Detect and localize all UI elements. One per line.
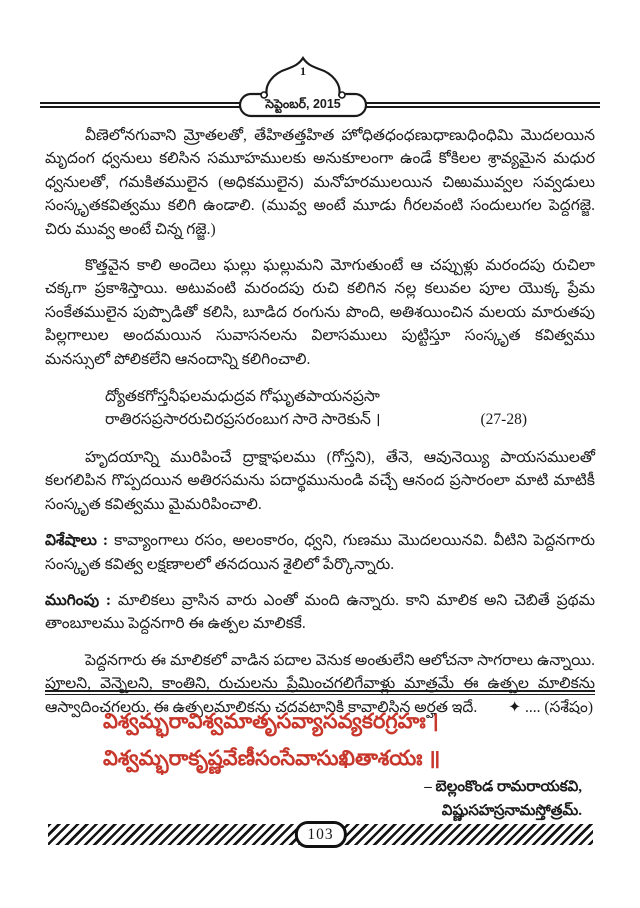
telugu-verse xyxy=(105,385,595,432)
quote-attribution xyxy=(424,775,582,823)
verse-line-1: ద్యోతకగోస్తనీఫలమధుద్రవ గోఘృతపాయనప్రసా xyxy=(105,388,380,406)
page-number-badge: 103 xyxy=(294,821,346,848)
section-divider-rule xyxy=(45,690,595,695)
mugimpu-label: ముగింపు : xyxy=(45,591,112,609)
quote-line-1: విశ్వమ్భరావిశ్వమాతృసవ్యాసవ్యకరగ్రహః । xyxy=(103,709,439,733)
paragraph-1: వీణెలోనగువాని మ్రోతలతో, తేహితత్తహిత హోధితధంధణుధాణుధింధిమి మొదలయిన మృదంగ ధ్వనులు కలిసిన సమూహములకు అనుకూలంగా ఉండే కోకిలల శ్రావ్యమైన మధుర ధ్వనులతో, గమకితములైన (అధికములైన) మనోహరములయిన చిఱుమువ్వల సవ్వడులు సంస్కృతకవిత్వము కలిగి ఉండాలి. (మువ్వ అంటే మూడు గీరలవంటి సందులుగల పెద్దగజ్జె. చిరు మువ్వ అంటే చిన్న గజ్జె.) xyxy=(45,127,595,238)
paragraph-visheshalu xyxy=(45,529,595,576)
verse-number: (27-28) xyxy=(480,411,527,429)
continuation-marker: ✦ .... (సశేషం) xyxy=(508,698,593,716)
paragraph-4-text: పెద్దనగారు ఈ మాలికలో వాడిన పదాల వెనుక అంతులేని ఆలోచనా సాగరాలు ఉన్నాయి. పూలని, వెన్నెలని, కాంతిని, రుచులను ప్రేమించగలిగేవాళ్లు మాత్రమే ఈ ఉత్పల మాలికను ఆస్వాదించగలరు. ఈ ఉత్పలమాలికను చదవటానికి కావాలిసిన అర్హత ఇదే. xyxy=(45,651,595,716)
sanskrit-quote xyxy=(45,703,595,777)
attribution-source: విష్ణుసహస్రనామస్తోత్రమ్. xyxy=(441,803,582,819)
mugimpu-text: మాలికలు వ్రాసిన వారు ఎంతో మంది ఉన్నారు. కాని మాలిక అని చెబితే ప్రథమ తాంబూలము పెద్దనగారి ఈ ఉత్పల మాలికకే. xyxy=(45,591,596,633)
visheshalu-label: విశేషాలు : xyxy=(45,532,109,550)
issue-number: 1 xyxy=(300,64,306,78)
quote-line-2: విశ్వమ్భరాకృష్ణవేణీసంసేవాసుఖితాశయః ॥ xyxy=(103,746,441,770)
paragraph-mugimpu xyxy=(45,589,595,636)
article-body xyxy=(45,124,595,719)
header-rule-right xyxy=(350,102,600,108)
paragraph-2: కొత్తవైన కాలి అందెలు ఘల్లు ఘల్లుమని మోగుతుంటే ఆ చప్పుళ్లు మరందపు రుచిలా చక్కగా ప్రకాశిస్తాయి. అటువంటి మరందపు రుచి కలిగిన నల్ల కలువల పూల యొక్క ప్రేమ సంకేతములైన పుప్పొడితో కలిసి, బూడిద రంగును పొంది, అతిశయించిన మలయ మారుతపు పిల్లగాలుల అందమయిన సువాసనలను విలాసములు పుట్టిస్తూ సంస్కృత కవిత్వము మనస్సులో పోలికలేని ఆనందాన్ని కలిగించాలి. xyxy=(45,257,595,368)
header-rule-left xyxy=(40,102,246,108)
visheshalu-text: కావ్యాంగాలు రసం, అలంకారం, ధ్వని, గుణము మొదలయినవి. వీటిని పెద్దనగారు సంస్కృత కవిత్వ లక్షణాలలో తనదయిన శైలిలో పేర్కొన్నారు. xyxy=(45,532,596,573)
issue-date: సెప్టెంబర్, 2015 xyxy=(265,97,341,111)
footer-hatch-bar xyxy=(48,824,593,845)
paragraph-3: హృదయాన్ని మురిపించే ద్రాక్షాఫలము (గోస్తని), తేనె, ఆవునెయ్యి పాయసములతో కలగలిపిన గొప్పదయిన అతిరసమను పదార్థమునుండి వచ్చే ఆనంద ప్రసారంలా మాటి మాటికీ సంస్కృత కవిత్వము మైమరిపించాలి. xyxy=(45,448,595,513)
attribution-author: – బెల్లంకొండ రామరాయకవి, xyxy=(424,779,582,795)
verse-line-2: రాతిరసప్రసారరుచిరప్రసరంబుగ సారె సారెకున్ । xyxy=(105,411,381,429)
header-date-cartouche xyxy=(237,56,369,120)
